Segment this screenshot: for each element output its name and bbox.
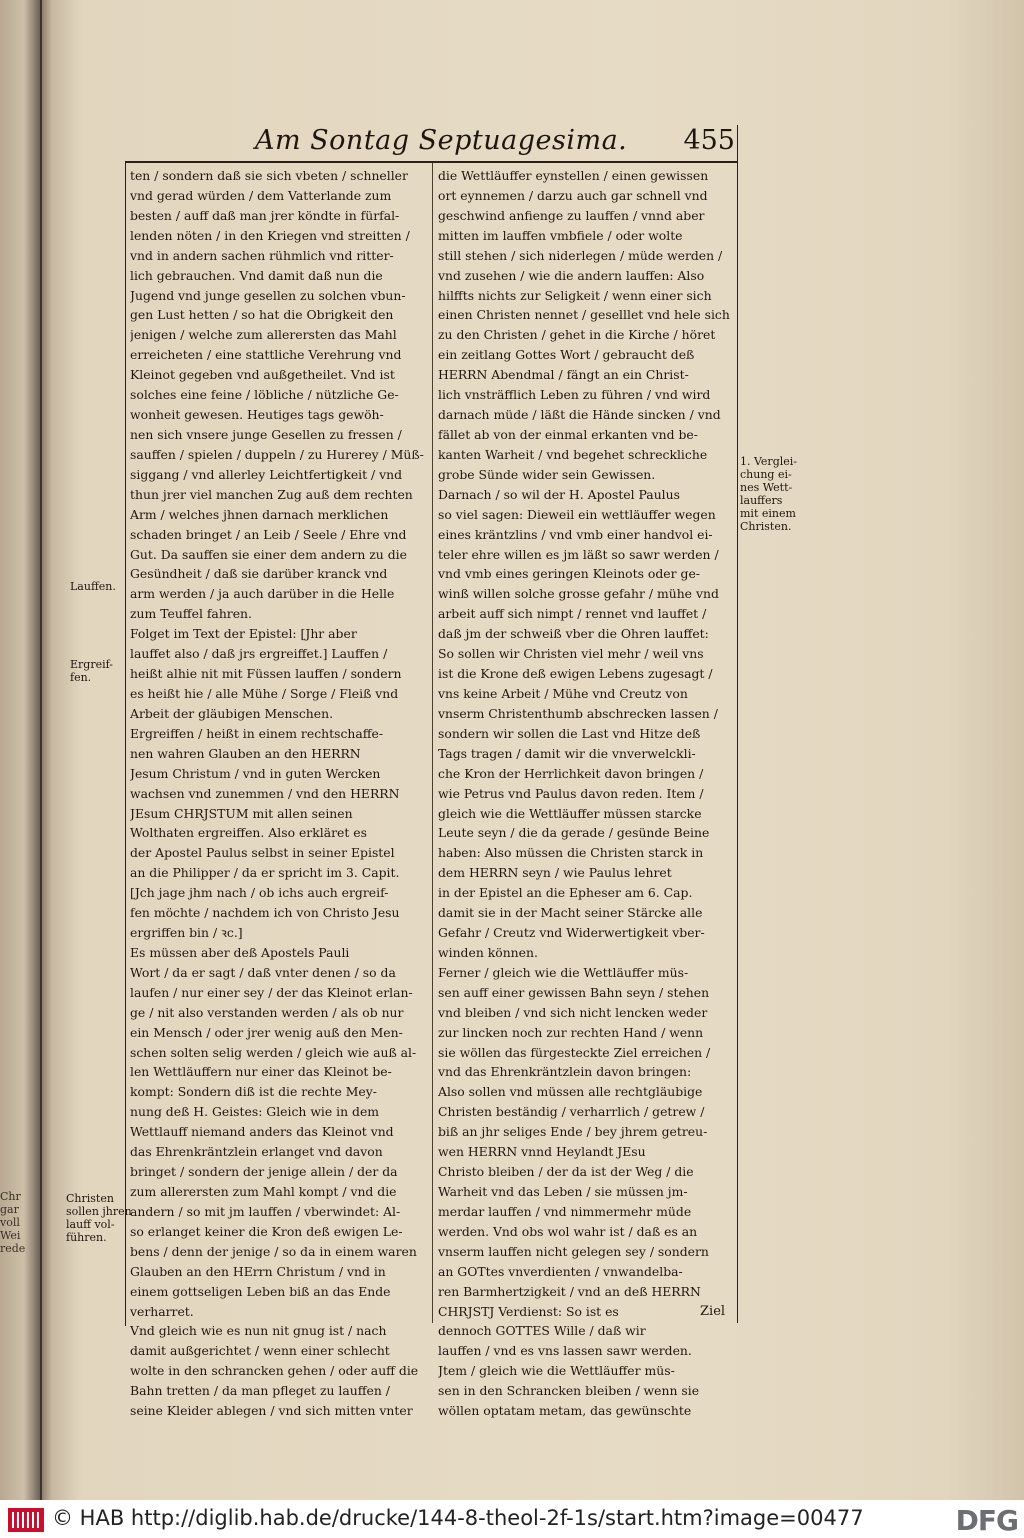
text-line: siggang / vnd allerley Leichtfertigkeit / vnd [130,466,403,482]
text-line: Kleinot gegeben vnd außgetheilet. Vnd ist [130,367,395,383]
text-line: sen auff einer gewissen Bahn seyn / stehen [438,984,710,1000]
text-line: Warheit vnd das Leben / sie müssen jm- [438,1184,688,1200]
text-line: ist die Krone deß ewigen Lebens zugesagt / [438,666,713,682]
text-line: ein Mensch / oder jrer wenig auß den Men- [130,1024,403,1040]
text-line: merdar lauffen / vnd nimmermehr müde [438,1203,692,1219]
text-line: vnd gerad würden / dem Vatterlande zum [130,187,392,203]
text-line: JEsum CHRJSTUM mit allen seinen [130,805,353,821]
text-line: vnd vmb eines geringen Kleinots oder ge- [438,566,700,582]
text-line: fen möchte / nachdem ich von Christo Jesu [130,905,400,921]
facing-page-fragment: rede [0,1242,26,1255]
text-line: ort eynnemen / darzu auch gar schnell vnd [438,187,708,203]
footer-source-link[interactable]: © HAB http://diglib.hab.de/drucke/144-8-theol-2f-1s/start.htm?image=00477 [52,1506,864,1530]
text-line: Es müssen aber deß Apostels Pauli [130,944,350,960]
margin-note-line: lauffers [740,494,783,507]
text-line: ergriffen bin / ꝛc.] [130,925,243,941]
margin-note-ergreiffen [70,658,113,684]
text-line: vnd zusehen / wie die andern lauffen: Also [438,267,705,283]
text-line: darnach müde / läßt die Hände sincken / vnd [438,407,721,423]
text-line: gleich wie die Wettläuffer müssen starcke [438,805,702,821]
text-line: ten / sondern daß sie sich vbeten / schneller [130,168,408,183]
text-line: Christo bleiben / der da ist der Weg / die [438,1164,694,1180]
dfg-logo: DFG [955,1504,1018,1537]
text-line: bringet / sondern der jenige allein / der da [130,1164,398,1180]
text-line: solches eine feine / löbliche / nützliche Ge- [130,387,399,403]
text-line: zum Teuffel fahren. [130,606,252,622]
text-line: lich vnsträfflich Leben zu führen / vnd wird [438,387,711,403]
text-line: Ferner / gleich wie die Wettläuffer müs- [438,964,689,980]
facing-page-fragments [0,1190,38,1255]
text-line: grobe Sünde wider sein Gewissen. [438,466,656,482]
text-line: nen sich vnsere junge Gesellen zu fressen / [130,426,402,442]
text-line: wonheit gewesen. Heutiges tags gewöh- [130,407,384,423]
text-line: Christen beständig / verharrlich / getrew / [438,1104,705,1120]
left-column-rule [125,163,126,1326]
margin-note-line: 1. Verglei- [740,455,797,468]
text-line: sen in den Schrancken bleiben / wenn sie [438,1383,700,1399]
text-line: daß jm der schweiß vber die Ohren lauffet: [438,626,709,642]
text-line: schen solten selig werden / gleich wie auß al- [130,1044,417,1060]
text-line: thun jrer viel manchen Zug auß dem rechten [130,486,413,502]
text-line: hilffts nichts zur Seligkeit / wenn einer sich [438,287,712,303]
margin-note-line: Lauffen. [70,580,116,593]
text-line: wen HERRN vnnd Heylandt JEsu [438,1144,646,1160]
margin-note-vergleichung [740,455,797,533]
text-line: einem gottseligen Leben biß an das Ende [130,1283,391,1299]
text-line: Leute seyn / die da gerade / gesünde Beine [438,825,710,841]
text-line: vnd bleiben / vnd sich nicht lencken weder [438,1004,708,1020]
text-line: Vnd gleich wie es nun nit gnug ist / nach [130,1323,387,1339]
text-line: Wort / da er sagt / daß vnter denen / so da [130,964,396,980]
text-line: Ergreiffen / heißt in einem rechtschaffe- [130,725,384,741]
text-line: andern / so mit jm lauffen / vberwindet: Al- [130,1203,401,1219]
text-line: ein zeitlang Gottes Wort / gebraucht deß [438,347,695,363]
text-line: haben: Also müssen die Christen starck in [438,845,704,861]
text-line: vnd das Ehrenkräntzlein davon bringen: [438,1064,692,1080]
text-line: es heißt hie / alle Mühe / Sorge / Fleiß vnd [130,685,399,701]
right-column-rule [737,125,738,1323]
text-line: eines kräntzlins / vnd vmb einer handvol ei- [438,526,713,542]
running-header [255,125,735,163]
text-line: damit außgerichtet / wenn einer schlecht [130,1343,390,1359]
text-line: vnserm Christenthumb abschrecken lassen / [438,705,718,721]
margin-note-lauffen [70,580,116,593]
text-line: ren Barmhertzigkeit / vnd an deß HERRN [438,1283,701,1299]
text-line: Darnach / so wil der H. Apostel Paulus [438,486,680,502]
text-line: laufen / nur einer sey / der das Kleinot erlan- [130,984,413,1000]
facing-page-fragment: gar [0,1203,19,1216]
text-line: besten / auff daß man jrer köndte in fürfal- [130,207,400,223]
margin-note-line: fen. [70,671,92,684]
text-line: gen Lust hetten / so hat die Obrigkeit den [130,307,394,323]
text-line: wöllen optatam metam, das gewünschte [438,1403,692,1419]
text-line: die Wettläuffer eynstellen / einen gewissen [438,168,709,183]
facing-page-fragment: Wei [0,1229,21,1242]
text-line: wachsen vnd zunemmen / vnd den HERRN [130,785,400,801]
text-line: wie Petrus vnd Paulus davon reden. Item / [438,785,704,801]
text-line: kanten Warheit / vnd begehet schreckliche [438,446,708,462]
margin-note-line: führen. [66,1231,107,1244]
footer-bar [0,1500,1024,1538]
text-line: Arbeit der gläubigen Menschen. [130,705,334,721]
text-line: Gefahr / Creutz vnd Widerwertigkeit vber- [438,925,705,941]
text-line: Bahn tretten / da man pfleget zu lauffen / [130,1383,390,1399]
catchword: Ziel [700,1304,726,1319]
text-line: kompt: Sondern diß ist die rechte Mey- [130,1084,377,1100]
text-line: so erlanget keiner die Kron deß ewigen Le- [130,1223,403,1239]
text-line: zur lincken noch zur rechten Hand / wenn [438,1024,704,1040]
text-line: bens / denn der jenige / so da in einem waren [130,1243,417,1259]
text-line: vns keine Arbeit / Mühe vnd Creutz von [438,685,688,701]
text-line: sauffen / spielen / duppeln / zu Hurerey / Müß- [130,446,424,462]
text-line: HERRN Abendmal / fängt an ein Christ- [438,367,689,383]
margin-note-line: sollen jhren [66,1205,132,1218]
text-line: ge / nit also verstanden werden / als ob nur [130,1004,404,1020]
margin-note-line: Ergreif- [70,658,114,671]
text-line: wolte in den schrancken gehen / oder auff die [130,1363,419,1379]
facing-page-fragment: Chr [0,1190,21,1203]
library-logo-icon [8,1508,44,1532]
text-line: nen wahren Glauben an den HERRN [130,745,361,761]
margin-note-line: Christen [66,1192,114,1205]
text-line: der Apostel Paulus selbst in seiner Epistel [130,845,395,861]
text-line: schaden bringet / an Leib / Seele / Ehre vnd [130,526,407,542]
text-line: winden können. [438,944,538,960]
text-line: so viel sagen: Dieweil ein wettläuffer wegen [438,506,716,522]
text-line: Arm / welches jhnen darnach merklichen [130,506,389,522]
text-column-left [130,166,427,1421]
margin-note-line: nes Wett- [740,481,793,494]
text-line: winß willen solche grosse gefahr / mühe vnd [438,586,719,602]
text-line: Gesündheit / daß sie darüber kranck vnd [130,566,388,582]
text-line: seine Kleider ablegen / vnd sich mitten vnter [130,1403,413,1419]
text-line: das Ehrenkräntzlein erlanget vnd davon [130,1144,383,1160]
margin-note-christen [66,1192,132,1244]
text-line: einen Christen nennet / geselllet vnd hele sich [438,307,730,323]
text-line: len Wettläuffern nur einer das Kleinot be- [130,1064,392,1080]
text-line: biß an jhr seliges Ende / bey jhrem getreu- [438,1124,708,1140]
text-line: dem HERRN seyn / wie Paulus lehret [438,865,672,881]
facing-page-fragment: voll [0,1216,20,1229]
text-line: Also sollen vnd müssen alle rechtgläubige [438,1084,703,1100]
text-line: Glauben an den HErrn Christum / vnd in [130,1263,386,1279]
text-line: lich gebrauchen. Vnd damit daß nun die [130,267,383,283]
text-line: Wettlauff niemand anders das Kleinot vnd [130,1124,394,1140]
text-line: nung deß H. Geistes: Gleich wie in dem [130,1104,380,1120]
text-line: vnd in andern sachen rühmlich vnd ritter- [130,247,394,263]
margin-note-line: lauff vol- [66,1218,115,1231]
margin-note-line: Christen. [740,520,792,533]
text-line: heißt alhie nit mit Füssen lauffen / sondern [130,666,402,682]
text-line: CHRJSTJ Verdienst: So ist es [438,1303,619,1319]
text-line: mitten im lauffen vmbfiele / oder wolte [438,227,683,243]
text-line: werden. Vnd obs wol wahr ist / daß es an [438,1223,698,1239]
text-line: in der Epistel an die Epheser am 6. Cap. [438,885,693,901]
text-line: vnserm lauffen nicht gelegen sey / sondern [438,1243,709,1259]
text-line: sie wöllen das fürgesteckte Ziel erreichen / [438,1044,711,1060]
text-line: So sollen wir Christen viel mehr / weil vns [438,646,704,662]
text-line: lenden nöten / in den Kriegen vnd streitten / [130,227,410,243]
text-line: jenigen / welche zum allerersten das Mahl [130,327,397,343]
text-line: Folget im Text der Epistel: [Jhr aber [130,626,357,642]
margin-note-line: mit einem [740,507,796,520]
text-line: fället ab von der einmal erkanten vnd be- [438,426,698,442]
text-line: zu den Christen / gehet in die Kirche / höret [438,327,716,343]
text-line: still stehen / sich niderlegen / müde werden / [438,247,723,263]
text-line: lauffen / vnd es vns lassen sawr werden. [438,1343,692,1359]
text-line: an die Philipper / da er spricht im 3. Capit. [130,865,400,881]
text-line: Jugend vnd junge gesellen zu solchen vbun- [130,287,406,303]
text-line: arm werden / ja auch darüber in die Helle [130,586,395,602]
text-line: arbeit auff sich nimpt / rennet vnd lauffet / [438,606,707,622]
page-title: Am Sontag Septuagesima. [255,125,628,156]
header-rule [125,161,737,163]
margin-note-line: chung ei- [740,468,792,481]
facing-page-edge [0,0,40,1500]
text-line: zum allerersten zum Mahl kompt / vnd die [130,1184,397,1200]
text-line: sondern wir sollen die Last vnd Hitze deß [438,725,701,741]
column-divider [432,163,433,1323]
text-line: Jtem / gleich wie die Wettläuffer müs- [438,1363,675,1379]
text-line: lauffet also / daß jrs ergreiffet.] Lauffen / [130,646,388,662]
text-column-right [438,166,736,1421]
text-line: Jesum Christum / vnd in guten Wercken [130,765,381,781]
text-line: erreicheten / eine stattliche Verehrung vnd [130,347,402,363]
text-line: geschwind anfienge zu lauffen / vnnd aber [438,207,705,223]
text-line: damit sie in der Macht seiner Stärcke alle [438,905,703,921]
text-line: verharret. [130,1303,194,1319]
text-line: Gut. Da sauffen sie einer dem andern zu die [130,546,407,562]
text-line: che Kron der Herrlichkeit davon bringen / [438,765,704,781]
text-line: Tags tragen / damit wir die vnverwelckli- [438,745,696,761]
text-line: [Jch jage jhm nach / ob ichs auch ergreif- [130,885,389,901]
text-line: dennoch GOTTES Wille / daß wir [438,1323,646,1339]
page-number: 455 [683,125,735,156]
text-line: Wolthaten ergreiffen. Also erkläret es [130,825,367,841]
text-line: an GOTtes vnverdienten / vnwandelba- [438,1263,683,1279]
text-line: teler ehre willen es jm läßt so sawr werden / [438,546,719,562]
